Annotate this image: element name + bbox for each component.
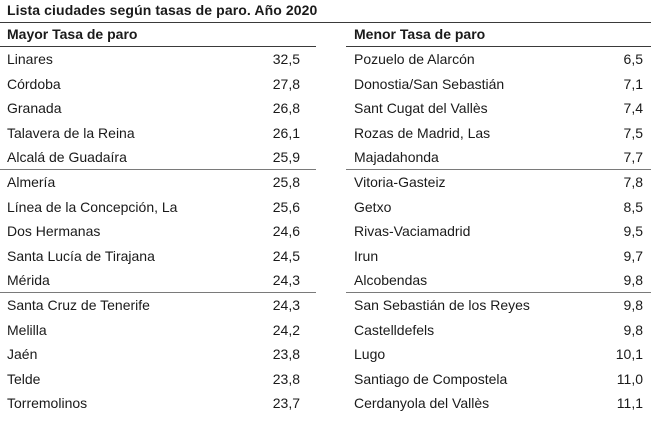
table-row bbox=[346, 268, 651, 293]
table-row bbox=[346, 72, 651, 97]
unemployment-rate: 24,6 bbox=[272, 223, 300, 240]
unemployment-rate: 24,5 bbox=[272, 247, 300, 264]
unemployment-rate: 26,1 bbox=[272, 124, 300, 141]
city-name: Irun bbox=[354, 247, 379, 264]
city-name: Granada bbox=[7, 100, 62, 117]
unemployment-rate: 11,0 bbox=[616, 370, 643, 387]
city-name: Cerdanyola del Vallès bbox=[354, 395, 490, 412]
unemployment-rate: 8,5 bbox=[623, 198, 643, 215]
unemployment-rate: 23,8 bbox=[272, 370, 300, 387]
city-name: Santa Lucía de Tirajana bbox=[7, 247, 155, 264]
unemployment-rate: 27,8 bbox=[272, 75, 300, 92]
table-row bbox=[0, 96, 316, 121]
table-row bbox=[346, 391, 651, 416]
unemployment-rate: 9,8 bbox=[623, 321, 643, 338]
table-row bbox=[0, 72, 316, 97]
city-name: Rivas-Vaciamadrid bbox=[354, 223, 471, 240]
city-name: Santa Cruz de Tenerife bbox=[7, 296, 150, 313]
unemployment-rate: 9,5 bbox=[623, 223, 643, 240]
table-row bbox=[346, 121, 651, 146]
table-row bbox=[346, 219, 651, 244]
city-name: Córdoba bbox=[7, 75, 61, 92]
lowest-unemployment-table bbox=[346, 23, 651, 416]
city-name: Alcalá de Guadaíra bbox=[7, 149, 127, 166]
city-name: San Sebastián de los Reyes bbox=[354, 296, 530, 313]
table-row bbox=[0, 47, 316, 72]
city-name: Línea de la Concepción, La bbox=[7, 198, 178, 215]
city-name: Telde bbox=[7, 370, 41, 387]
table-row bbox=[0, 342, 316, 367]
highest-unemployment-header: Mayor Tasa de paro bbox=[0, 23, 316, 47]
table-row bbox=[346, 342, 651, 367]
unemployment-rate: 11,1 bbox=[616, 395, 643, 412]
city-name: Santiago de Compostela bbox=[354, 370, 508, 387]
city-name: Almería bbox=[7, 173, 56, 190]
table-row bbox=[0, 145, 316, 170]
unemployment-rate: 7,7 bbox=[623, 149, 643, 166]
unemployment-rate: 9,8 bbox=[623, 272, 643, 289]
unemployment-rate: 7,5 bbox=[623, 124, 643, 141]
table-row bbox=[0, 244, 316, 269]
table-row bbox=[0, 367, 316, 392]
city-name: Talavera de la Reina bbox=[7, 124, 135, 141]
unemployment-rate: 24,2 bbox=[272, 321, 300, 338]
unemployment-rate: 9,7 bbox=[623, 247, 643, 264]
city-name: Mérida bbox=[7, 272, 50, 289]
city-name: Torremolinos bbox=[7, 395, 88, 412]
lowest-unemployment-header: Menor Tasa de paro bbox=[346, 23, 651, 47]
unemployment-rate: 25,6 bbox=[272, 198, 300, 215]
unemployment-rate: 32,5 bbox=[272, 51, 300, 67]
unemployment-rate: 23,7 bbox=[272, 395, 300, 412]
table-row bbox=[346, 195, 651, 220]
city-name: Jaén bbox=[7, 346, 38, 363]
lowest-unemployment-rows bbox=[346, 47, 651, 416]
city-name: Melilla bbox=[7, 321, 47, 338]
unemployment-rate: 9,8 bbox=[623, 296, 643, 313]
table-row bbox=[0, 318, 316, 343]
unemployment-rate: 6,5 bbox=[623, 51, 643, 67]
city-name: Majadahonda bbox=[354, 149, 439, 166]
table-row bbox=[0, 121, 316, 146]
city-name: Dos Hermanas bbox=[7, 223, 101, 240]
city-name: Castelldefels bbox=[354, 321, 435, 338]
unemployment-rate: 10,1 bbox=[615, 346, 643, 363]
unemployment-rate: 24,3 bbox=[272, 296, 300, 313]
unemployment-rate: 26,8 bbox=[272, 100, 300, 117]
table-row bbox=[346, 170, 651, 195]
table-row bbox=[0, 293, 316, 318]
unemployment-rate: 7,8 bbox=[623, 173, 643, 190]
unemployment-rate: 7,1 bbox=[623, 75, 643, 92]
city-name: Donostia/San Sebastián bbox=[354, 75, 505, 92]
table-row bbox=[346, 145, 651, 170]
table-row bbox=[0, 195, 316, 220]
table-row bbox=[0, 268, 316, 293]
table-row bbox=[346, 293, 651, 318]
table-row bbox=[0, 391, 316, 416]
table-row bbox=[0, 219, 316, 244]
unemployment-rate: 24,3 bbox=[272, 272, 300, 289]
table-row bbox=[346, 244, 651, 269]
table-row bbox=[346, 96, 651, 121]
unemployment-rate: 25,9 bbox=[272, 149, 300, 166]
unemployment-rate: 23,8 bbox=[272, 346, 300, 363]
highest-unemployment-rows bbox=[0, 47, 316, 416]
table-row bbox=[346, 318, 651, 343]
city-name: Vitoria-Gasteiz bbox=[354, 173, 446, 190]
city-name: Pozuelo de Alarcón bbox=[354, 51, 475, 67]
table-row bbox=[0, 170, 316, 195]
city-name: Getxo bbox=[354, 198, 392, 215]
highest-unemployment-table bbox=[0, 23, 316, 416]
city-name: Alcobendas bbox=[354, 272, 428, 289]
table-title: Lista ciudades según tasas de paro. Año 2020 bbox=[7, 2, 318, 18]
unemployment-rate: 25,8 bbox=[272, 173, 300, 190]
city-name: Rozas de Madrid, Las bbox=[354, 124, 491, 141]
city-name: Sant Cugat del Vallès bbox=[354, 100, 488, 117]
table-row bbox=[346, 47, 651, 72]
unemployment-rate: 7,4 bbox=[623, 100, 643, 117]
table-row bbox=[346, 367, 651, 392]
city-name: Lugo bbox=[354, 346, 386, 363]
city-name: Linares bbox=[7, 51, 53, 67]
